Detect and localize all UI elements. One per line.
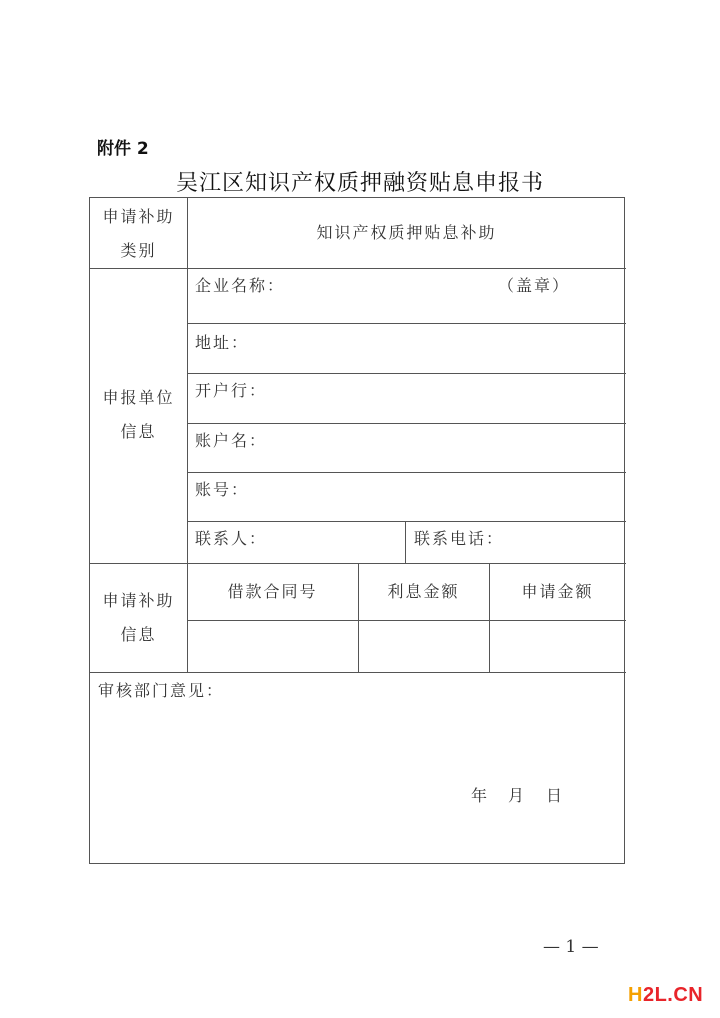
site-logo [628,984,703,1007]
contract-number-input[interactable] [188,621,357,671]
review-month: 月 [508,786,527,805]
phone-field[interactable]: 联系电话： [414,529,505,548]
category-label-line2: 类别 [120,241,157,260]
category-value: 知识产权质押贴息补助 [316,223,497,242]
attachment-label: 附件 2 [97,139,149,159]
account-name-field[interactable]: 账户名： [195,431,268,450]
row-divider [90,672,626,673]
review-opinion-label: 审核部门意见： [98,681,225,700]
requested-amount-input[interactable] [490,621,625,671]
bank-field[interactable]: 开户行： [195,381,268,400]
column-header-requested-amount: 申请金额 [521,582,594,601]
page-number: — 1 — [543,937,599,957]
seal-label: （盖章） [498,276,571,295]
applicant-label-line2: 信息 [120,422,157,441]
applicant-label-line1: 申报单位 [102,388,175,407]
column-header-interest-amount: 利息金额 [387,582,460,601]
application-form [89,197,625,864]
review-day: 日 [546,786,565,805]
logo-h: H [628,984,643,1006]
review-year: 年 [471,786,490,805]
subsidy-label-line1: 申请补助 [102,591,175,610]
column-header-contract-number: 借款合同号 [227,582,318,601]
logo-rest: 2L.CN [642,984,704,1006]
page-title: 吴江区知识产权质押融资贴息申报书 [175,171,544,196]
subsidy-label-line2: 信息 [120,625,157,644]
applicant-info-label [90,381,187,449]
company-name-field[interactable]: 企业名称： [195,276,286,295]
category-label [90,200,187,268]
category-label-line1: 申请补助 [102,207,175,226]
address-field[interactable]: 地址： [195,333,250,352]
interest-amount-input[interactable] [359,621,488,671]
row-divider [187,323,626,324]
account-number-field[interactable]: 账号： [195,480,250,499]
column-divider [405,521,406,563]
subsidy-info-label [90,584,187,652]
row-divider [187,472,626,473]
contact-field[interactable]: 联系人： [195,529,268,548]
